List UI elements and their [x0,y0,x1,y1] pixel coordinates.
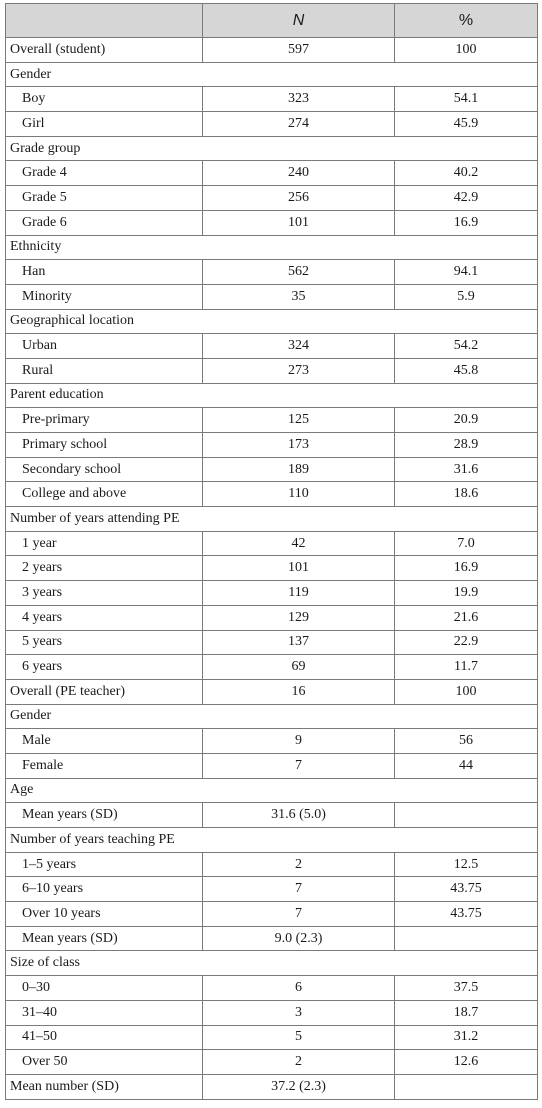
row-label: Pre-primary [6,408,203,433]
n-cell: 2 [203,852,395,877]
row-label: Han [6,260,203,285]
row-label: College and above [6,482,203,507]
n-cell: 31.6 (5.0) [203,803,395,828]
percent-cell: 45.8 [395,358,538,383]
table-row [6,408,538,433]
row-label: Mean years (SD) [6,803,203,828]
n-cell: 323 [203,87,395,112]
table-row [6,852,538,877]
n-cell: 9 [203,729,395,754]
row-label: 1–5 years [6,852,203,877]
table-row [6,112,538,137]
table-header-row [6,4,538,38]
percent-cell: 40.2 [395,161,538,186]
table-row [6,877,538,902]
row-label: 6 years [6,655,203,680]
n-cell: 597 [203,38,395,63]
percent-cell: 21.6 [395,605,538,630]
table-row [6,1025,538,1050]
row-label: 31–40 [6,1000,203,1025]
table-row [6,753,538,778]
section-row [6,62,538,87]
percent-cell [395,926,538,951]
demographics-table [5,3,538,1100]
section-row [6,704,538,729]
percent-cell: 12.6 [395,1050,538,1075]
n-cell: 35 [203,284,395,309]
n-cell: 69 [203,655,395,680]
section-row [6,828,538,853]
percent-cell: 100 [395,38,538,63]
row-label: 4 years [6,605,203,630]
table-row [6,630,538,655]
percent-cell: 45.9 [395,112,538,137]
percent-cell: 94.1 [395,260,538,285]
header-label-column [6,4,203,38]
table-row [6,334,538,359]
table-body [6,38,538,1100]
row-label: Overall (PE teacher) [6,679,203,704]
table-row [6,210,538,235]
percent-cell: 5.9 [395,284,538,309]
percent-cell: 28.9 [395,433,538,458]
header-n-column: N [203,4,395,38]
n-cell: 119 [203,581,395,606]
n-cell: 274 [203,112,395,137]
table-row [6,38,538,63]
percent-cell: 16.9 [395,210,538,235]
row-label: Secondary school [6,457,203,482]
n-cell: 7 [203,902,395,927]
section-row [6,778,538,803]
percent-cell: 31.2 [395,1025,538,1050]
n-cell: 189 [203,457,395,482]
row-label: Grade 5 [6,186,203,211]
percent-cell: 18.6 [395,482,538,507]
section-label: Age [6,778,538,803]
n-cell: 125 [203,408,395,433]
section-label: Parent education [6,383,538,408]
row-label: Male [6,729,203,754]
row-label: 41–50 [6,1025,203,1050]
section-label: Size of class [6,951,538,976]
row-label: Minority [6,284,203,309]
table-row [6,284,538,309]
percent-cell: 22.9 [395,630,538,655]
percent-cell: 11.7 [395,655,538,680]
n-cell: 5 [203,1025,395,1050]
percent-cell: 20.9 [395,408,538,433]
n-cell: 324 [203,334,395,359]
n-cell: 6 [203,976,395,1001]
n-cell: 137 [203,630,395,655]
percent-cell: 18.7 [395,1000,538,1025]
row-label: Urban [6,334,203,359]
n-cell: 562 [203,260,395,285]
table-row [6,482,538,507]
row-label: Mean years (SD) [6,926,203,951]
table-row [6,729,538,754]
table-row [6,902,538,927]
percent-cell: 56 [395,729,538,754]
table-row [6,976,538,1001]
table-row [6,358,538,383]
table-row [6,186,538,211]
section-row [6,235,538,260]
n-cell: 7 [203,877,395,902]
n-cell: 42 [203,531,395,556]
n-cell: 240 [203,161,395,186]
table-row [6,87,538,112]
section-label: Geographical location [6,309,538,334]
percent-cell [395,1074,538,1099]
row-label: Grade 6 [6,210,203,235]
section-row [6,309,538,334]
table-row [6,581,538,606]
table-row [6,926,538,951]
row-label: Mean number (SD) [6,1074,203,1099]
table-row [6,655,538,680]
n-cell: 16 [203,679,395,704]
row-label: Rural [6,358,203,383]
table-row [6,679,538,704]
table-row [6,161,538,186]
section-label: Ethnicity [6,235,538,260]
row-label: 1 year [6,531,203,556]
row-label: 0–30 [6,976,203,1001]
percent-cell: 19.9 [395,581,538,606]
table-row [6,260,538,285]
n-cell: 256 [203,186,395,211]
section-row [6,136,538,161]
percent-cell: 54.1 [395,87,538,112]
percent-cell: 43.75 [395,902,538,927]
section-row [6,383,538,408]
table-row [6,433,538,458]
section-label: Gender [6,62,538,87]
table-row [6,1000,538,1025]
section-label: Gender [6,704,538,729]
n-cell: 129 [203,605,395,630]
row-label: Over 10 years [6,902,203,927]
percent-cell: 31.6 [395,457,538,482]
percent-cell: 7.0 [395,531,538,556]
header-percent-column: % [395,4,538,38]
percent-cell: 12.5 [395,852,538,877]
section-label: Number of years teaching PE [6,828,538,853]
n-cell: 2 [203,1050,395,1075]
section-row [6,507,538,532]
table-row [6,457,538,482]
section-label: Number of years attending PE [6,507,538,532]
n-cell: 173 [203,433,395,458]
row-label: Primary school [6,433,203,458]
percent-cell: 37.5 [395,976,538,1001]
n-cell: 101 [203,210,395,235]
percent-cell: 16.9 [395,556,538,581]
row-label: 6–10 years [6,877,203,902]
row-label: Over 50 [6,1050,203,1075]
table-row [6,605,538,630]
table-row [6,531,538,556]
row-label: 5 years [6,630,203,655]
n-cell: 3 [203,1000,395,1025]
row-label: Boy [6,87,203,112]
row-label: 2 years [6,556,203,581]
table-row [6,803,538,828]
row-label: 3 years [6,581,203,606]
percent-cell: 42.9 [395,186,538,211]
n-cell: 110 [203,482,395,507]
table-row [6,1050,538,1075]
n-cell: 273 [203,358,395,383]
n-cell: 9.0 (2.3) [203,926,395,951]
n-cell: 101 [203,556,395,581]
percent-cell [395,803,538,828]
n-cell: 7 [203,753,395,778]
row-label: Girl [6,112,203,137]
percent-cell: 100 [395,679,538,704]
row-label: Overall (student) [6,38,203,63]
table-row [6,1074,538,1099]
section-label: Grade group [6,136,538,161]
n-cell: 37.2 (2.3) [203,1074,395,1099]
section-row [6,951,538,976]
row-label: Grade 4 [6,161,203,186]
table-row [6,556,538,581]
percent-cell: 54.2 [395,334,538,359]
row-label: Female [6,753,203,778]
percent-cell: 43.75 [395,877,538,902]
percent-cell: 44 [395,753,538,778]
